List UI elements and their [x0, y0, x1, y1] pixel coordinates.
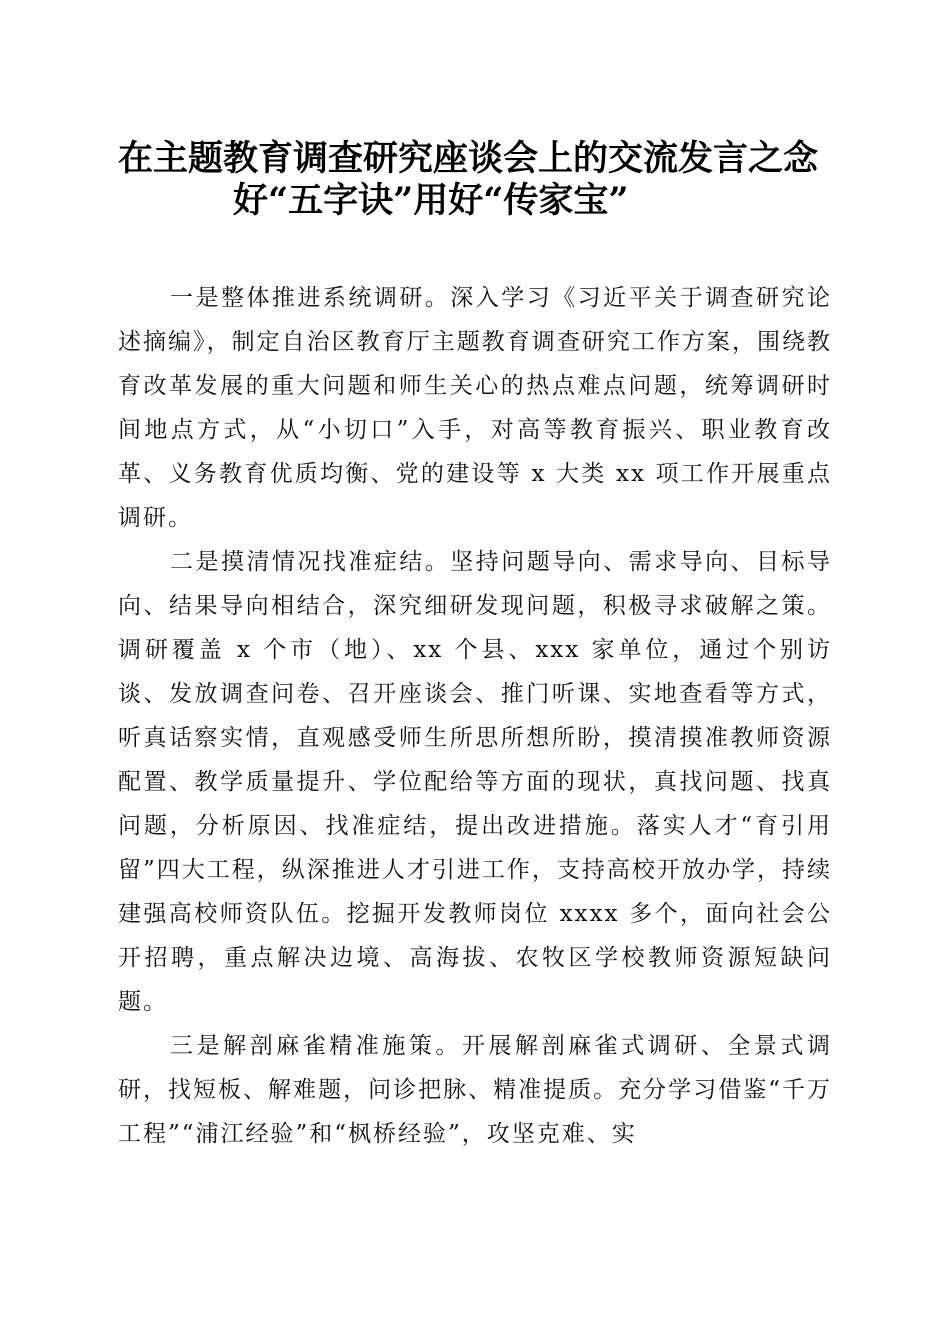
- paragraph-2-lead: 二是摸清情况找准症结。: [170, 549, 451, 575]
- paragraph-3-lead: 三是解剖麻雀精准施策。: [170, 1033, 462, 1059]
- document-title: [118, 138, 832, 222]
- paragraph-1-lead: 一是整体推进系统调研。: [170, 285, 451, 311]
- paragraph-3-text: 开展解剖麻雀式调研、全景式调研，找短板、解难题，问诊把脉、精准提质。充分学习借鉴“千万工程”“浦江经验”和“枫桥经验”，攻坚克难、实: [118, 1033, 833, 1147]
- title-line-1: 在主题教育调查研究座谈会上的交流发言之念: [118, 138, 819, 179]
- paragraph-3: [118, 1024, 832, 1156]
- title-line-2: 好“五字诀”用好“传家宝”: [233, 180, 629, 221]
- document-body: [118, 276, 832, 1156]
- paragraph-1-text: 深入学习《习近平关于调查研究论述摘编》，制定自治区教育厅主题教育调查研究工作方案，围绕教育改革发展的重大问题和师生关心的热点难点问题，统筹调研时间地点方式，从“小切口”入手，对高等教育振兴、职业教育改革、义务教育优质均衡、党的建设等 x 大类 xx 项工作开展重点调研。: [118, 285, 833, 531]
- paragraph-1: [118, 276, 832, 540]
- paragraph-2-text: 坚持问题导向、需求导向、目标导向、结果导向相结合，深究细研发现问题，积极寻求破解之策。调研覆盖 x 个市（地）、xx 个县、xxx 家单位，通过个别访谈、发放调查问卷、召开座谈会、推门听课、实地查看等方式，听真话察实情，直观感受师生所思所想所盼，摸清摸准教师资源配置、教学质量提升、学位配给等方面的现状，真找问题、找真问题，分析原因、找准症结，提出改进措施。落实人才“育引用留”四大工程，纵深推进人才引进工作，支持高校开放办学，持续建强高校师资队伍。挖掘开发教师岗位 xxxx 多个，面向社会公开招聘，重点解决边境、高海拔、农牧区学校教师资源短缺问题。: [118, 549, 833, 1015]
- paragraph-2: [118, 540, 832, 1024]
